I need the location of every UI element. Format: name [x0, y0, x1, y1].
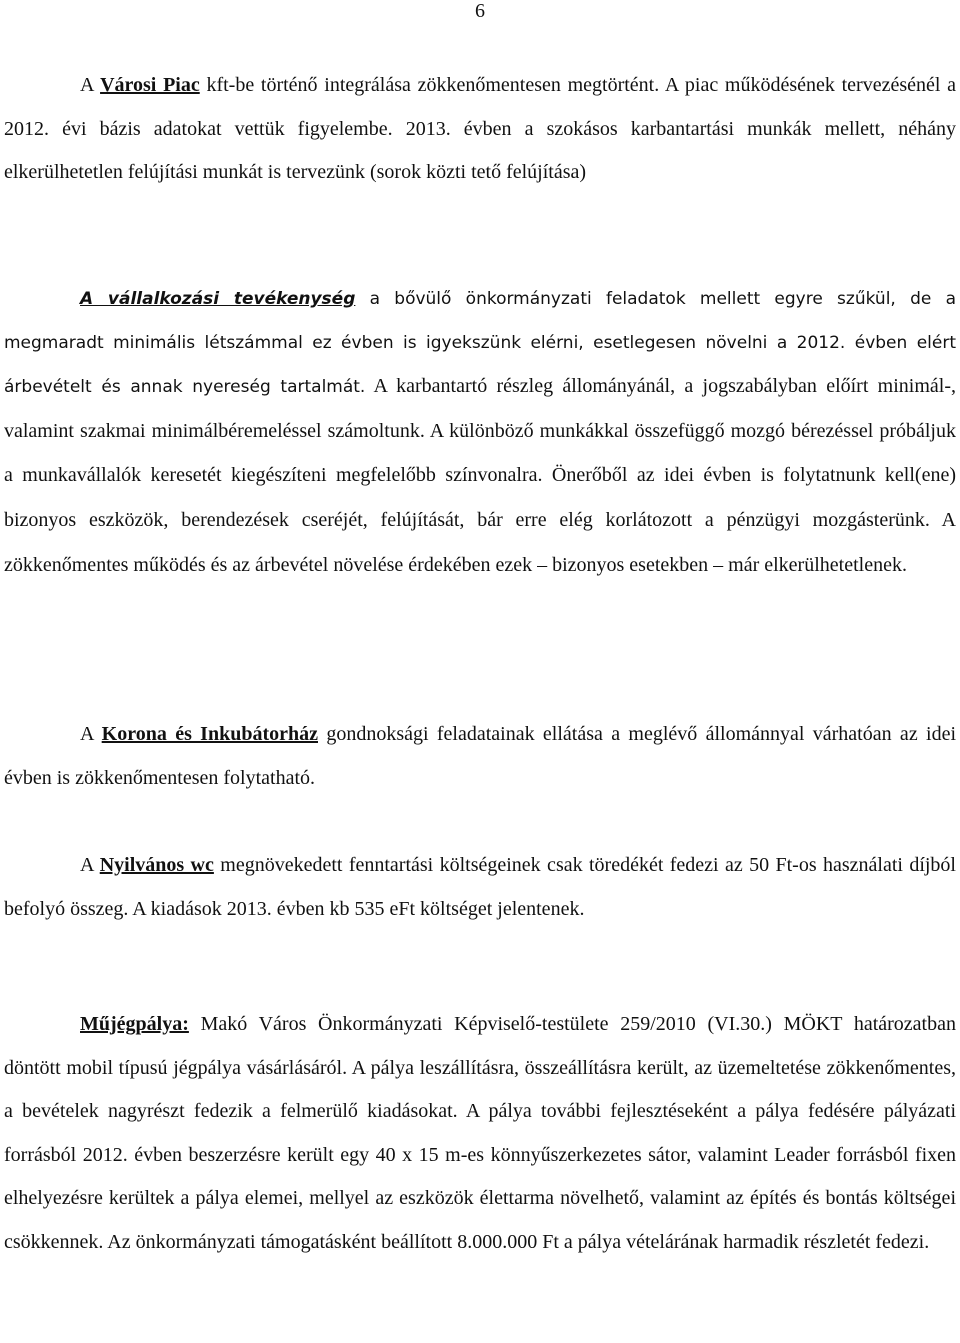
paragraph-text: Makó Város Önkormányzati Képviselő-testülete 259/2010 (VI.30.) MÖKT határozatban döntött mobil típusú jégpálya vásárlásáról. A pálya leszállításra, összeállításra került, az üzemeltetése zökkenőmentes, a bevételek nagyrészt fedezik a felmerülő kiadásokat. A pálya további fejlesztéseként a pálya fedésére pályázati forrásból 2012. évben beszerzésre került egy 40 x 15 m-es könnyűszerkezetes sátor, valamint Leader forrásból fixen elhelyezésre kerültek a pálya elemei, mellyel az eszközök élettarma növelhető, valamint az építés és bontás költségei csökkennek. Az önkormányzati támogatásként beállított 8.000.000 Ft a pálya vételárának harmadik részletét fedezi. — [4, 1013, 956, 1253]
section-title-mujegpalya: Műjégpálya: — [80, 1013, 189, 1035]
section-title-nyilvanos-wc: Nyilvános wc — [99, 854, 214, 876]
paragraph-lead: A — [80, 74, 101, 96]
section-title-varosi-piac: Városi Piac — [100, 74, 200, 96]
paragraph-lead: A — [80, 854, 100, 876]
paragraph-text: kft-be történő integrálása zökkenőmentesen megtörtént. A piac működésének tervezésénél a 2012. évi bázis adatokat vettük figyelembe. 2013. évben a szokásos karbantartási munkák mellett, néhány elkerülhetetlen felújítási munkát is tervezünk (sorok közti tető felújítása) — [4, 74, 957, 183]
paragraph-nyilvanos-wc — [4, 843, 956, 931]
paragraph-vallalkozasi-tevekenyseg — [4, 278, 956, 588]
page-number: 6 — [475, 0, 485, 22]
paragraph-lead: A — [80, 723, 102, 745]
section-title-korona-inkubatorhaz: Korona és Inkubátorház — [101, 723, 318, 745]
paragraph-text: gondnoksági feladatainak ellátása a meglévő állománnyal várhatóan az idei évben is zökkenőmentesen folytatható. — [4, 723, 957, 789]
paragraph-text-serif: A karbantartó részleg állományánál, a jogszabályban előírt minimál-, valamint szakmai minimálbéremeléssel számoltunk. A különböző munkákkal összefüggő mozgó bérezéssel próbáljuk a munkavállalók keresetét kiegészíteni megfelelőbb színvonalra. Önerőből az idei évben is folytatnunk kell(ene) bizonyos eszközök, berendezések cseréjét, felújítását, bár erre elég korlátozott a pénzügyi mozgásterünk. A zökkenőmentes működés és az árbevétel növelése érdekében ezek – bizonyos esetekben – már elkerülhetetlenek. — [4, 375, 956, 576]
section-title-vallalkozasi-tevekenyseg: A vállalkozási tevékenység — [80, 289, 356, 309]
paragraph-text: a bővülő önkormányzati feladatok mellett egyre szűkül, de a megmaradt minimális létszámmal ez évben is igyekszünk elérni, esetlegesen növelni a 2012. évben elért árbevételt és annak nyereség tartalmát. — [4, 289, 956, 398]
paragraph-mujegpalya — [4, 1003, 956, 1265]
paragraph-korona-inkubatorhaz — [4, 713, 956, 800]
paragraph-text: megnövekedett fenntartási költségeinek csak töredékét fedezi az 50 Ft-os használati díjból befolyó összeg. A kiadások 2013. évben kb 535 eFt költséget jelentenek. — [4, 854, 956, 920]
paragraph-varosi-piac — [4, 64, 956, 195]
